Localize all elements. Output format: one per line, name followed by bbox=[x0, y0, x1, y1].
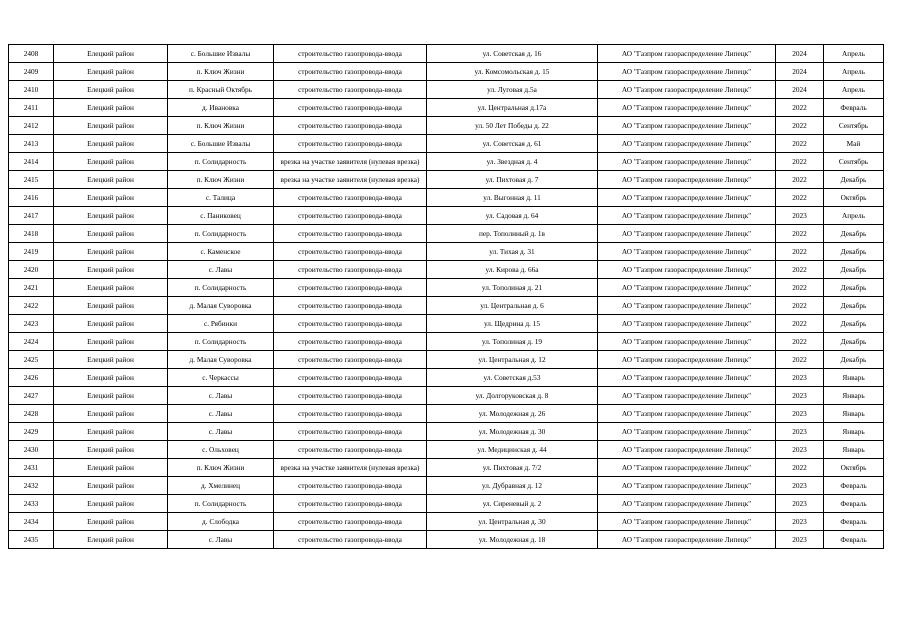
address-cell: ул. Кирова д. 66а bbox=[427, 261, 598, 279]
table-row bbox=[9, 81, 884, 99]
settlement-cell: п. Солидарность bbox=[168, 225, 274, 243]
district-cell: Елецкий район bbox=[54, 99, 168, 117]
month-cell: Февраль bbox=[824, 495, 884, 513]
settlement-cell: д. Ивановка bbox=[168, 99, 274, 117]
work-type-cell: строительство газопровода-ввода bbox=[274, 369, 427, 387]
organization-cell: АО "Газпром газораспределение Липецк" bbox=[598, 279, 776, 297]
table-row bbox=[9, 297, 884, 315]
work-type-cell: строительство газопровода-ввода bbox=[274, 477, 427, 495]
year-cell: 2022 bbox=[776, 261, 824, 279]
row-number-cell: 2425 bbox=[9, 351, 54, 369]
district-cell: Елецкий район bbox=[54, 45, 168, 63]
address-cell: ул. Советская д. 16 bbox=[427, 45, 598, 63]
work-type-cell: строительство газопровода-ввода bbox=[274, 243, 427, 261]
work-type-cell: строительство газопровода-ввода bbox=[274, 63, 427, 81]
row-number-cell: 2429 bbox=[9, 423, 54, 441]
year-cell: 2023 bbox=[776, 513, 824, 531]
table-row bbox=[9, 117, 884, 135]
year-cell: 2022 bbox=[776, 171, 824, 189]
settlement-cell: п. Ключ Жизни bbox=[168, 459, 274, 477]
work-type-cell: строительство газопровода-ввода bbox=[274, 297, 427, 315]
settlement-cell: с. Лавы bbox=[168, 387, 274, 405]
organization-cell: АО "Газпром газораспределение Липецк" bbox=[598, 135, 776, 153]
work-type-cell: строительство газопровода-ввода bbox=[274, 351, 427, 369]
settlement-cell: д. Слободка bbox=[168, 513, 274, 531]
settlement-cell: п. Солидарность bbox=[168, 153, 274, 171]
work-type-cell: строительство газопровода-ввода bbox=[274, 225, 427, 243]
year-cell: 2022 bbox=[776, 333, 824, 351]
work-type-cell: строительство газопровода-ввода bbox=[274, 495, 427, 513]
district-cell: Елецкий район bbox=[54, 135, 168, 153]
year-cell: 2022 bbox=[776, 117, 824, 135]
table-row bbox=[9, 351, 884, 369]
row-number-cell: 2408 bbox=[9, 45, 54, 63]
row-number-cell: 2432 bbox=[9, 477, 54, 495]
row-number-cell: 2424 bbox=[9, 333, 54, 351]
work-type-cell: строительство газопровода-ввода bbox=[274, 261, 427, 279]
year-cell: 2022 bbox=[776, 279, 824, 297]
table-row bbox=[9, 189, 884, 207]
address-cell: ул. Дубравная д. 12 bbox=[427, 477, 598, 495]
table-row bbox=[9, 315, 884, 333]
organization-cell: АО "Газпром газораспределение Липецк" bbox=[598, 495, 776, 513]
address-cell: ул. Выгонная д. 11 bbox=[427, 189, 598, 207]
table-row bbox=[9, 459, 884, 477]
row-number-cell: 2421 bbox=[9, 279, 54, 297]
work-type-cell: врезка на участке заявителя (нулевая врезка) bbox=[274, 171, 427, 189]
work-type-cell: строительство газопровода-ввода bbox=[274, 387, 427, 405]
district-cell: Елецкий район bbox=[54, 531, 168, 549]
month-cell: Январь bbox=[824, 441, 884, 459]
year-cell: 2022 bbox=[776, 459, 824, 477]
settlement-cell: п. Ключ Жизни bbox=[168, 117, 274, 135]
register-page bbox=[8, 44, 883, 549]
year-cell: 2023 bbox=[776, 423, 824, 441]
district-cell: Елецкий район bbox=[54, 243, 168, 261]
month-cell: Декабрь bbox=[824, 261, 884, 279]
work-type-cell: строительство газопровода-ввода bbox=[274, 513, 427, 531]
work-type-cell: строительство газопровода-ввода bbox=[274, 45, 427, 63]
year-cell: 2022 bbox=[776, 351, 824, 369]
settlement-cell: с. Талица bbox=[168, 189, 274, 207]
district-cell: Елецкий район bbox=[54, 81, 168, 99]
table-row bbox=[9, 99, 884, 117]
table-row bbox=[9, 513, 884, 531]
month-cell: Декабрь bbox=[824, 315, 884, 333]
table-row bbox=[9, 531, 884, 549]
district-cell: Елецкий район bbox=[54, 387, 168, 405]
organization-cell: АО "Газпром газораспределение Липецк" bbox=[598, 459, 776, 477]
row-number-cell: 2414 bbox=[9, 153, 54, 171]
district-cell: Елецкий район bbox=[54, 117, 168, 135]
row-number-cell: 2435 bbox=[9, 531, 54, 549]
month-cell: Декабрь bbox=[824, 333, 884, 351]
row-number-cell: 2409 bbox=[9, 63, 54, 81]
settlement-cell: д. Малая Суворовка bbox=[168, 297, 274, 315]
year-cell: 2022 bbox=[776, 99, 824, 117]
settlement-cell: с. Черкассы bbox=[168, 369, 274, 387]
row-number-cell: 2416 bbox=[9, 189, 54, 207]
row-number-cell: 2419 bbox=[9, 243, 54, 261]
table-row bbox=[9, 387, 884, 405]
month-cell: Декабрь bbox=[824, 225, 884, 243]
year-cell: 2023 bbox=[776, 441, 824, 459]
settlement-cell: п. Солидарность bbox=[168, 333, 274, 351]
table-row bbox=[9, 171, 884, 189]
address-cell: ул. Центральная д.17а bbox=[427, 99, 598, 117]
settlement-cell: с. Лавы bbox=[168, 261, 274, 279]
settlement-cell: с. Паниковец bbox=[168, 207, 274, 225]
gas-connection-register-table bbox=[8, 44, 884, 549]
address-cell: ул. Молодежная д. 18 bbox=[427, 531, 598, 549]
year-cell: 2022 bbox=[776, 135, 824, 153]
month-cell: Февраль bbox=[824, 477, 884, 495]
month-cell: Апрель bbox=[824, 45, 884, 63]
settlement-cell: п. Ключ Жизни bbox=[168, 63, 274, 81]
district-cell: Елецкий район bbox=[54, 441, 168, 459]
table-row bbox=[9, 279, 884, 297]
table-row bbox=[9, 135, 884, 153]
row-number-cell: 2422 bbox=[9, 297, 54, 315]
row-number-cell: 2413 bbox=[9, 135, 54, 153]
district-cell: Елецкий район bbox=[54, 333, 168, 351]
month-cell: Октябрь bbox=[824, 459, 884, 477]
row-number-cell: 2431 bbox=[9, 459, 54, 477]
district-cell: Елецкий район bbox=[54, 63, 168, 81]
organization-cell: АО "Газпром газораспределение Липецк" bbox=[598, 423, 776, 441]
month-cell: Декабрь bbox=[824, 351, 884, 369]
settlement-cell: с. Лавы bbox=[168, 531, 274, 549]
district-cell: Елецкий район bbox=[54, 297, 168, 315]
organization-cell: АО "Газпром газораспределение Липецк" bbox=[598, 225, 776, 243]
settlement-cell: с. Большие Извалы bbox=[168, 45, 274, 63]
table-row bbox=[9, 207, 884, 225]
month-cell: Январь bbox=[824, 405, 884, 423]
district-cell: Елецкий район bbox=[54, 477, 168, 495]
month-cell: Февраль bbox=[824, 99, 884, 117]
row-number-cell: 2430 bbox=[9, 441, 54, 459]
month-cell: Декабрь bbox=[824, 171, 884, 189]
month-cell: Апрель bbox=[824, 81, 884, 99]
settlement-cell: д. Хмелинец bbox=[168, 477, 274, 495]
address-cell: ул. Молодежная д. 30 bbox=[427, 423, 598, 441]
register-table-body bbox=[9, 45, 884, 549]
address-cell: ул. Советская д. 61 bbox=[427, 135, 598, 153]
row-number-cell: 2426 bbox=[9, 369, 54, 387]
settlement-cell: д. Малая Суворовка bbox=[168, 351, 274, 369]
organization-cell: АО "Газпром газораспределение Липецк" bbox=[598, 45, 776, 63]
organization-cell: АО "Газпром газораспределение Липецк" bbox=[598, 531, 776, 549]
year-cell: 2024 bbox=[776, 63, 824, 81]
work-type-cell: строительство газопровода-ввода bbox=[274, 423, 427, 441]
district-cell: Елецкий район bbox=[54, 405, 168, 423]
year-cell: 2023 bbox=[776, 207, 824, 225]
address-cell: ул. Тополиная д. 21 bbox=[427, 279, 598, 297]
year-cell: 2024 bbox=[776, 45, 824, 63]
organization-cell: АО "Газпром газораспределение Липецк" bbox=[598, 351, 776, 369]
work-type-cell: строительство газопровода-ввода bbox=[274, 405, 427, 423]
year-cell: 2022 bbox=[776, 243, 824, 261]
work-type-cell: врезка на участке заявителя (нулевая врезка) bbox=[274, 153, 427, 171]
settlement-cell: п. Солидарность bbox=[168, 495, 274, 513]
year-cell: 2022 bbox=[776, 315, 824, 333]
district-cell: Елецкий район bbox=[54, 153, 168, 171]
table-row bbox=[9, 225, 884, 243]
work-type-cell: врезка на участке заявителя (нулевая врезка) bbox=[274, 459, 427, 477]
district-cell: Елецкий район bbox=[54, 279, 168, 297]
work-type-cell: строительство газопровода-ввода bbox=[274, 117, 427, 135]
table-row bbox=[9, 63, 884, 81]
table-row bbox=[9, 261, 884, 279]
organization-cell: АО "Газпром газораспределение Липецк" bbox=[598, 99, 776, 117]
district-cell: Елецкий район bbox=[54, 207, 168, 225]
work-type-cell: строительство газопровода-ввода bbox=[274, 99, 427, 117]
year-cell: 2023 bbox=[776, 405, 824, 423]
table-row bbox=[9, 369, 884, 387]
organization-cell: АО "Газпром газораспределение Липецк" bbox=[598, 63, 776, 81]
work-type-cell: строительство газопровода-ввода bbox=[274, 279, 427, 297]
year-cell: 2024 bbox=[776, 81, 824, 99]
organization-cell: АО "Газпром газораспределение Липецк" bbox=[598, 261, 776, 279]
address-cell: ул. Пихтовая д. 7/2 bbox=[427, 459, 598, 477]
month-cell: Октябрь bbox=[824, 189, 884, 207]
address-cell: ул. Комсомольская д. 15 bbox=[427, 63, 598, 81]
organization-cell: АО "Газпром газораспределение Липецк" bbox=[598, 207, 776, 225]
year-cell: 2023 bbox=[776, 369, 824, 387]
year-cell: 2023 bbox=[776, 495, 824, 513]
row-number-cell: 2420 bbox=[9, 261, 54, 279]
year-cell: 2023 bbox=[776, 531, 824, 549]
settlement-cell: п. Солидарность bbox=[168, 279, 274, 297]
settlement-cell: с. Большие Извалы bbox=[168, 135, 274, 153]
settlement-cell: п. Красный Октябрь bbox=[168, 81, 274, 99]
settlement-cell: с. Лавы bbox=[168, 405, 274, 423]
organization-cell: АО "Газпром газораспределение Липецк" bbox=[598, 333, 776, 351]
organization-cell: АО "Газпром газораспределение Липецк" bbox=[598, 117, 776, 135]
month-cell: Апрель bbox=[824, 63, 884, 81]
table-row bbox=[9, 441, 884, 459]
organization-cell: АО "Газпром газораспределение Липецк" bbox=[598, 369, 776, 387]
table-row bbox=[9, 477, 884, 495]
table-row bbox=[9, 333, 884, 351]
district-cell: Елецкий район bbox=[54, 171, 168, 189]
organization-cell: АО "Газпром газораспределение Липецк" bbox=[598, 387, 776, 405]
row-number-cell: 2411 bbox=[9, 99, 54, 117]
district-cell: Елецкий район bbox=[54, 513, 168, 531]
year-cell: 2023 bbox=[776, 387, 824, 405]
row-number-cell: 2423 bbox=[9, 315, 54, 333]
address-cell: ул. Молодежная д. 26 bbox=[427, 405, 598, 423]
month-cell: Декабрь bbox=[824, 297, 884, 315]
address-cell: ул. Садовая д. 64 bbox=[427, 207, 598, 225]
year-cell: 2022 bbox=[776, 153, 824, 171]
organization-cell: АО "Газпром газораспределение Липецк" bbox=[598, 297, 776, 315]
address-cell: ул. Советская д.53 bbox=[427, 369, 598, 387]
district-cell: Елецкий район bbox=[54, 369, 168, 387]
work-type-cell: строительство газопровода-ввода bbox=[274, 207, 427, 225]
organization-cell: АО "Газпром газораспределение Липецк" bbox=[598, 315, 776, 333]
month-cell: Сентябрь bbox=[824, 117, 884, 135]
row-number-cell: 2428 bbox=[9, 405, 54, 423]
table-row bbox=[9, 45, 884, 63]
organization-cell: АО "Газпром газораспределение Липецк" bbox=[598, 243, 776, 261]
address-cell: ул. 50 Лет Победы д. 22 bbox=[427, 117, 598, 135]
settlement-cell: с. Рябинки bbox=[168, 315, 274, 333]
organization-cell: АО "Газпром газораспределение Липецк" bbox=[598, 477, 776, 495]
district-cell: Елецкий район bbox=[54, 459, 168, 477]
district-cell: Елецкий район bbox=[54, 423, 168, 441]
row-number-cell: 2418 bbox=[9, 225, 54, 243]
row-number-cell: 2433 bbox=[9, 495, 54, 513]
month-cell: Декабрь bbox=[824, 279, 884, 297]
settlement-cell: с. Каменское bbox=[168, 243, 274, 261]
organization-cell: АО "Газпром газораспределение Липецк" bbox=[598, 171, 776, 189]
district-cell: Елецкий район bbox=[54, 495, 168, 513]
row-number-cell: 2427 bbox=[9, 387, 54, 405]
row-number-cell: 2412 bbox=[9, 117, 54, 135]
year-cell: 2023 bbox=[776, 477, 824, 495]
address-cell: ул. Центральная д. 12 bbox=[427, 351, 598, 369]
district-cell: Елецкий район bbox=[54, 189, 168, 207]
month-cell: Январь bbox=[824, 423, 884, 441]
work-type-cell: строительство газопровода-ввода bbox=[274, 135, 427, 153]
address-cell: ул. Пихтовая д. 7 bbox=[427, 171, 598, 189]
month-cell: Февраль bbox=[824, 513, 884, 531]
organization-cell: АО "Газпром газораспределение Липецк" bbox=[598, 189, 776, 207]
work-type-cell: строительство газопровода-ввода bbox=[274, 333, 427, 351]
table-row bbox=[9, 495, 884, 513]
address-cell: ул. Звездная д. 4 bbox=[427, 153, 598, 171]
work-type-cell: строительство газопровода-ввода bbox=[274, 189, 427, 207]
organization-cell: АО "Газпром газораспределение Липецк" bbox=[598, 405, 776, 423]
table-row bbox=[9, 243, 884, 261]
work-type-cell: строительство газопровода-ввода bbox=[274, 315, 427, 333]
address-cell: ул. Медицинская д. 44 bbox=[427, 441, 598, 459]
district-cell: Елецкий район bbox=[54, 261, 168, 279]
work-type-cell: строительство газопровода-ввода bbox=[274, 441, 427, 459]
organization-cell: АО "Газпром газораспределение Липецк" bbox=[598, 513, 776, 531]
work-type-cell: строительство газопровода-ввода bbox=[274, 81, 427, 99]
settlement-cell: с. Ольховец bbox=[168, 441, 274, 459]
address-cell: ул. Сиреневый д. 2 bbox=[427, 495, 598, 513]
address-cell: ул. Тополиная д. 19 bbox=[427, 333, 598, 351]
year-cell: 2022 bbox=[776, 225, 824, 243]
address-cell: пер. Тополиный д. 1в bbox=[427, 225, 598, 243]
month-cell: Сентябрь bbox=[824, 153, 884, 171]
work-type-cell: строительство газопровода-ввода bbox=[274, 531, 427, 549]
address-cell: ул. Долгоруковская д. 8 bbox=[427, 387, 598, 405]
row-number-cell: 2417 bbox=[9, 207, 54, 225]
district-cell: Елецкий район bbox=[54, 225, 168, 243]
address-cell: ул. Центральная д. 6 bbox=[427, 297, 598, 315]
table-row bbox=[9, 423, 884, 441]
month-cell: Январь bbox=[824, 387, 884, 405]
district-cell: Елецкий район bbox=[54, 351, 168, 369]
address-cell: ул. Центральная д. 30 bbox=[427, 513, 598, 531]
address-cell: ул. Луговая д.5а bbox=[427, 81, 598, 99]
year-cell: 2022 bbox=[776, 189, 824, 207]
month-cell: Декабрь bbox=[824, 243, 884, 261]
district-cell: Елецкий район bbox=[54, 315, 168, 333]
organization-cell: АО "Газпром газораспределение Липецк" bbox=[598, 153, 776, 171]
address-cell: ул. Щедрина д. 15 bbox=[427, 315, 598, 333]
table-row bbox=[9, 405, 884, 423]
organization-cell: АО "Газпром газораспределение Липецк" bbox=[598, 81, 776, 99]
row-number-cell: 2434 bbox=[9, 513, 54, 531]
settlement-cell: с. Лавы bbox=[168, 423, 274, 441]
table-row bbox=[9, 153, 884, 171]
row-number-cell: 2410 bbox=[9, 81, 54, 99]
month-cell: Февраль bbox=[824, 531, 884, 549]
month-cell: Январь bbox=[824, 369, 884, 387]
month-cell: Май bbox=[824, 135, 884, 153]
month-cell: Апрель bbox=[824, 207, 884, 225]
settlement-cell: п. Ключ Жизни bbox=[168, 171, 274, 189]
organization-cell: АО "Газпром газораспределение Липецк" bbox=[598, 441, 776, 459]
address-cell: ул. Тихая д. 31 bbox=[427, 243, 598, 261]
year-cell: 2022 bbox=[776, 297, 824, 315]
row-number-cell: 2415 bbox=[9, 171, 54, 189]
